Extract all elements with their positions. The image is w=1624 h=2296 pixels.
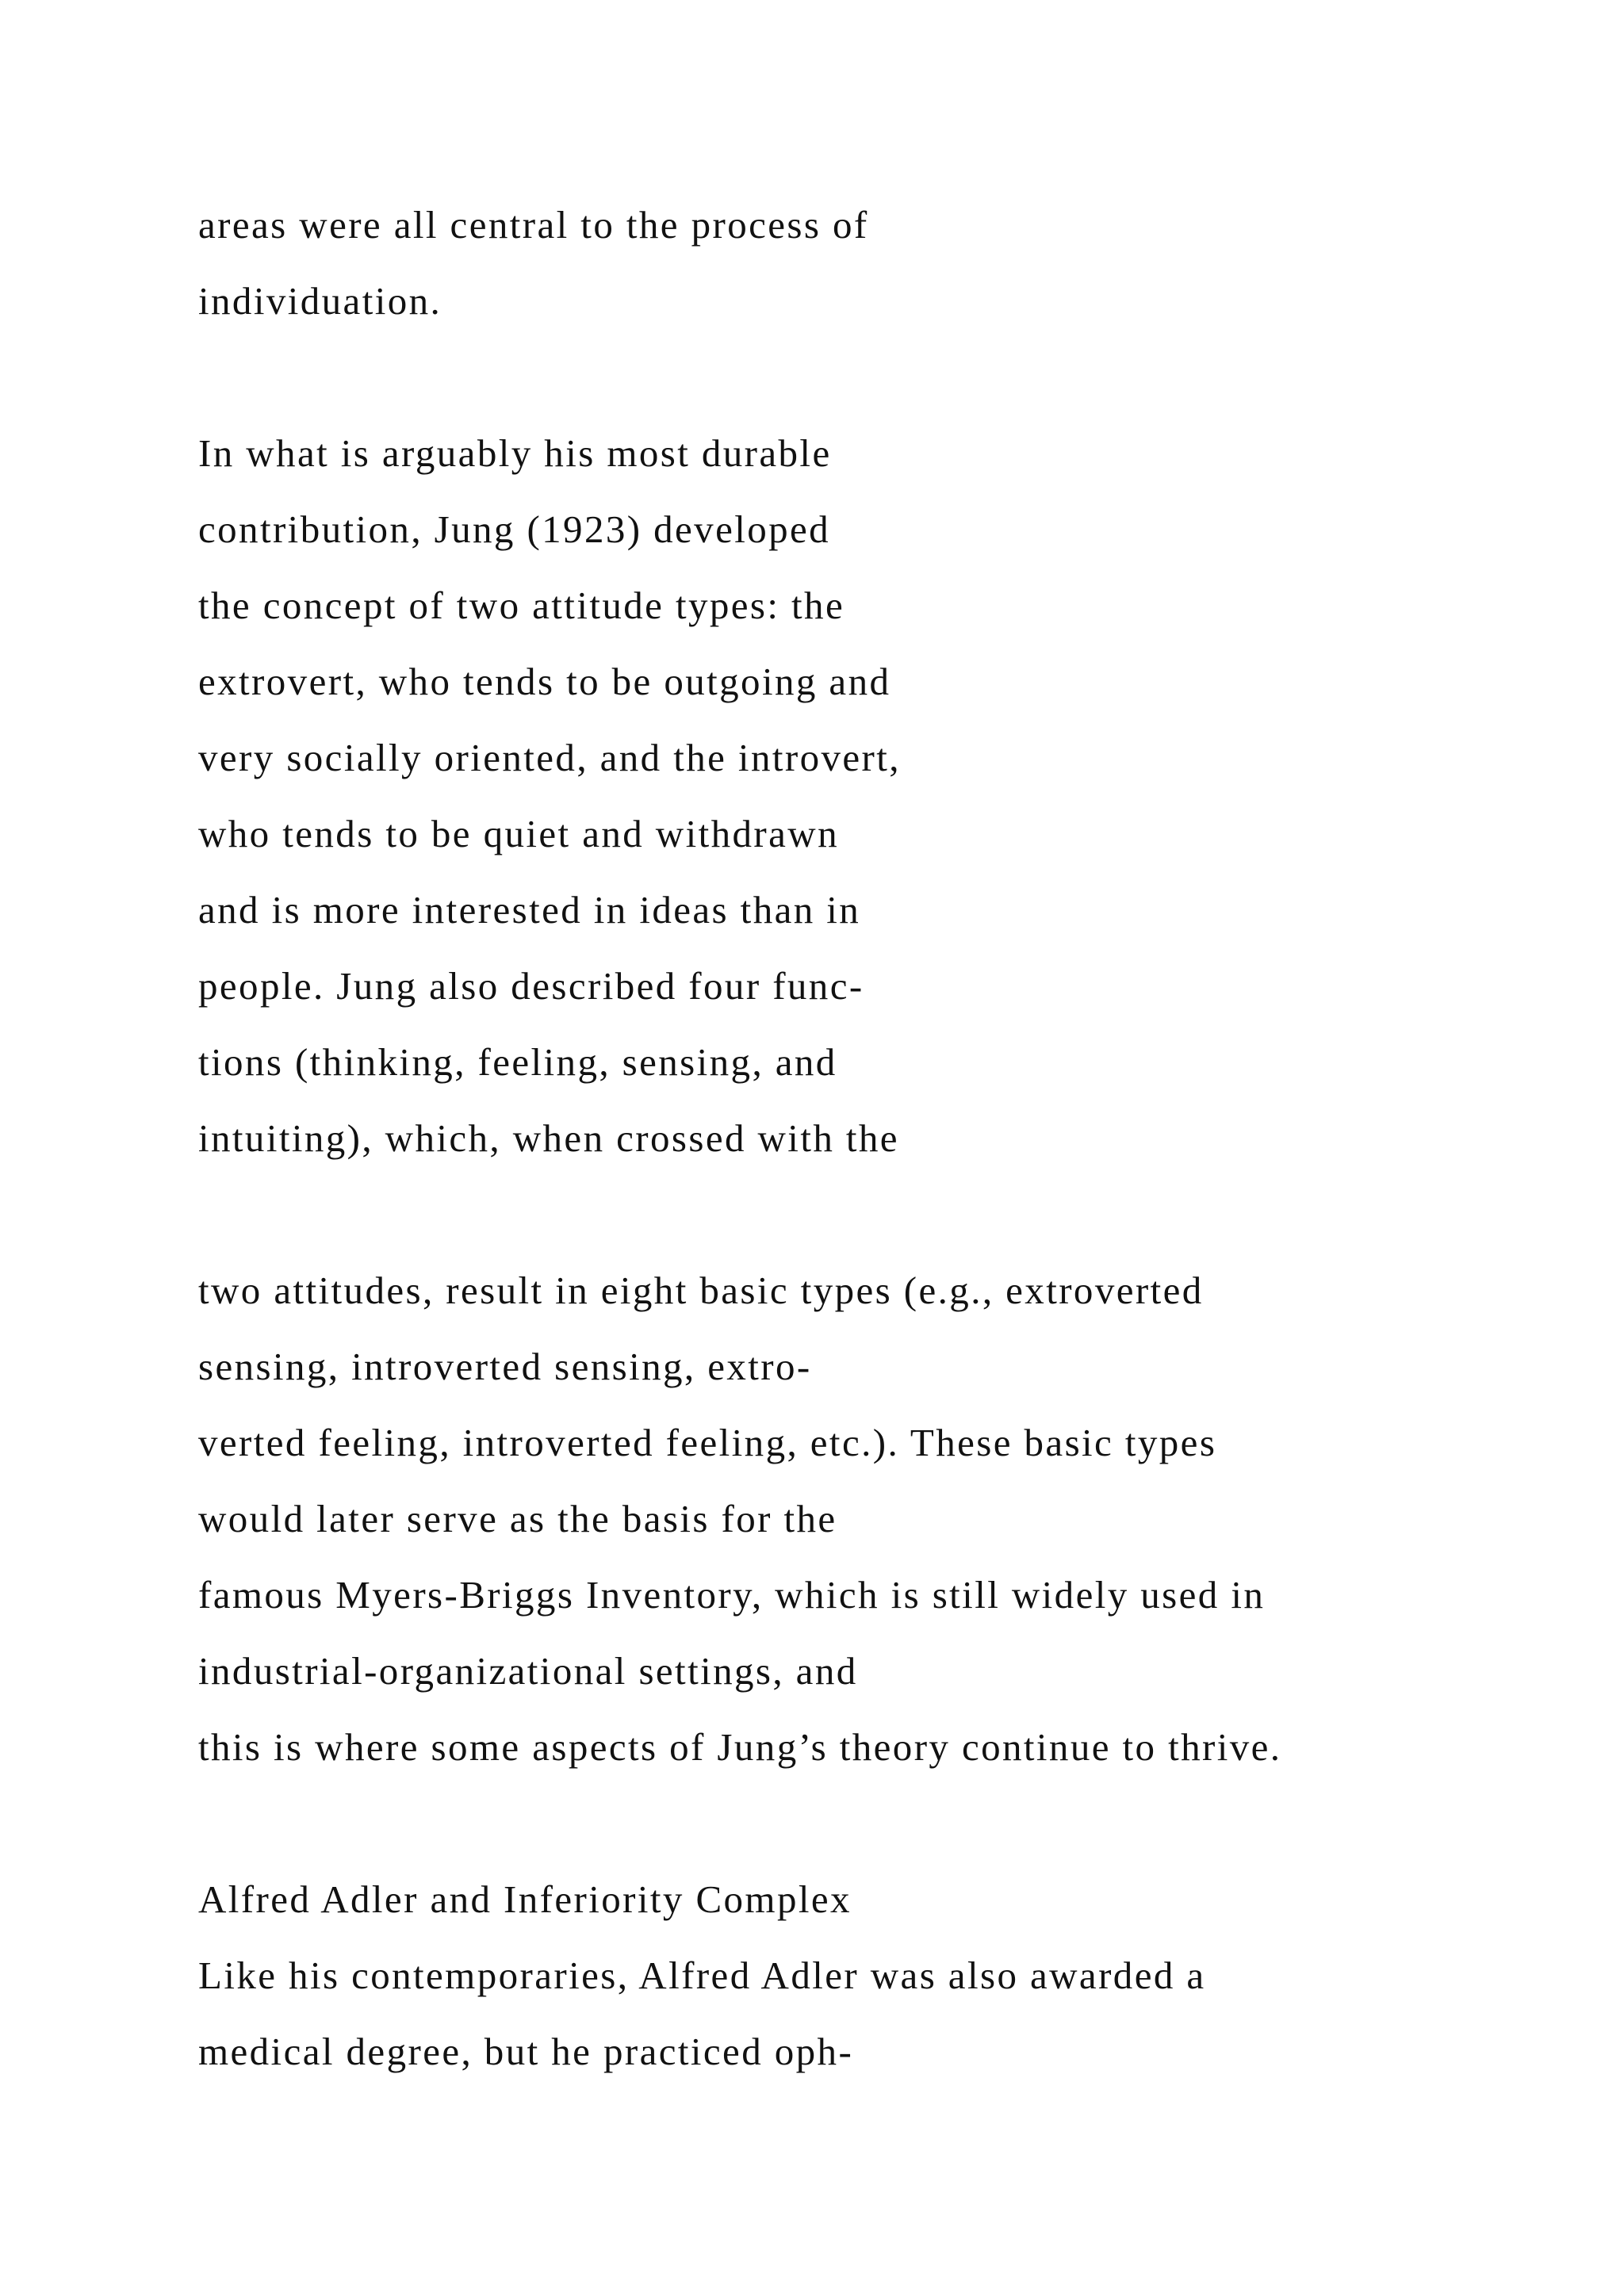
text-line: In what is arguably his most durable — [198, 431, 832, 475]
text-line: and is more interested in ideas than in — [198, 888, 861, 932]
text-line: this is where some aspects of Jung’s theory continue to thrive. — [198, 1725, 1282, 1769]
text-line: tions (thinking, feeling, sensing, and — [198, 1040, 837, 1084]
text-line: sensing, introverted sensing, extro- — [198, 1345, 812, 1388]
text-line: very socially oriented, and the introvert, — [198, 736, 901, 779]
text-line: industrial-organizational settings, and — [198, 1649, 858, 1693]
text-line: areas were all central to the process of — [198, 203, 869, 247]
text-line: who tends to be quiet and withdrawn — [198, 812, 839, 855]
text-line: the concept of two attitude types: the — [198, 584, 845, 627]
text-line: two attitudes, result in eight basic types (e.g., extroverted — [198, 1269, 1204, 1312]
section-heading: Alfred Adler and Inferiority Complex — [198, 1877, 852, 1921]
text-line: contribution, Jung (1923) developed — [198, 507, 831, 551]
text-line: intuiting), which, when crossed with the — [198, 1116, 899, 1160]
text-line: Like his contemporaries, Alfred Adler was also awarded a — [198, 1954, 1206, 1997]
text-line: medical degree, but he practiced oph- — [198, 2030, 854, 2073]
text-line: individuation. — [198, 279, 442, 323]
text-line: verted feeling, introverted feeling, etc.). These basic types — [198, 1421, 1217, 1464]
text-line: famous Myers-Briggs Inventory, which is still widely used in — [198, 1573, 1266, 1617]
text-line: extrovert, who tends to be outgoing and — [198, 660, 891, 703]
text-line: would later serve as the basis for the — [198, 1497, 837, 1540]
text-line: people. Jung also described four func- — [198, 964, 864, 1008]
